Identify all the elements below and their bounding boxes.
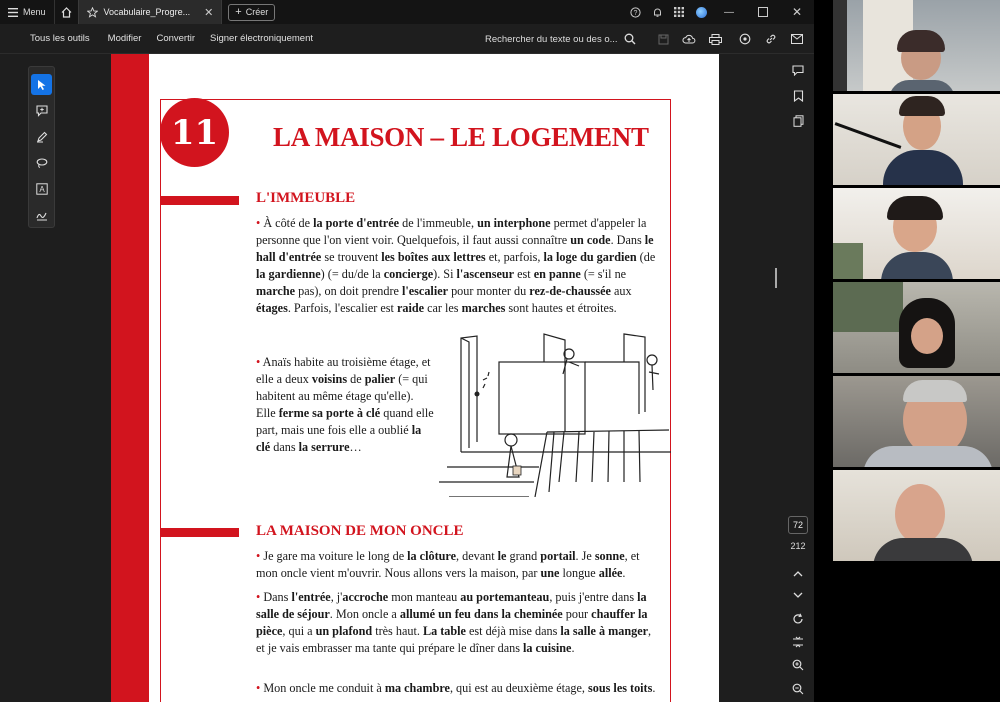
print-icon[interactable] bbox=[702, 24, 728, 54]
participant-video-6[interactable] bbox=[833, 470, 1000, 561]
chapter-title: LA MAISON – LE LOGEMENT bbox=[273, 122, 649, 152]
edit-menu[interactable]: Modifier bbox=[107, 33, 142, 44]
signature-icon bbox=[36, 209, 48, 221]
sign-tool-button[interactable] bbox=[31, 204, 52, 225]
paragraph-entree-maison: • Dans l'entrée, j'accroche mon manteau au portemanteau, puis j'entre dans la salle de séjour. Mon oncle a allumé un feu dans la cheminée pour chauffer la pièce, qui a un plafond très haut. La table est déjà mise dans la salle à manger, et je vais embrasser ma tante qui prépare le dîner dans la cuisine. bbox=[256, 590, 652, 655]
close-tab-icon[interactable]: ✕ bbox=[204, 6, 214, 19]
comment-icon bbox=[36, 105, 48, 117]
fit-page-icon[interactable] bbox=[787, 632, 809, 652]
plus-icon: + bbox=[235, 6, 242, 18]
paragraph-chambre: • Mon oncle me conduit à ma chambre, qui est au deuxième étage, sous les toits. bbox=[256, 681, 656, 695]
search-box[interactable] bbox=[485, 24, 636, 54]
total-pages-label: 212 bbox=[790, 541, 806, 551]
apps-grid-icon[interactable] bbox=[668, 0, 690, 24]
rotate-icon[interactable] bbox=[787, 609, 809, 629]
menu-label: Menu bbox=[23, 7, 46, 17]
help-icon[interactable] bbox=[624, 0, 646, 24]
pages-panel-icon[interactable] bbox=[787, 111, 809, 131]
all-tools-menu[interactable]: Tous les outils bbox=[30, 33, 90, 44]
svg-text:A: A bbox=[38, 184, 45, 194]
e-sign-menu[interactable]: Signer électroniquement bbox=[210, 33, 313, 44]
create-label: Créer bbox=[245, 7, 269, 17]
link-icon[interactable] bbox=[758, 24, 784, 54]
comments-panel-icon[interactable] bbox=[787, 60, 809, 80]
search-icon[interactable] bbox=[624, 33, 636, 45]
cloud-upload-icon[interactable] bbox=[676, 24, 702, 54]
toolbar-icons bbox=[650, 24, 810, 54]
participant-video-5[interactable] bbox=[833, 376, 1000, 467]
svg-text:?: ? bbox=[633, 9, 637, 17]
select-tool-button[interactable] bbox=[31, 74, 52, 95]
section-title-maison: LA MAISON DE MON ONCLE bbox=[256, 523, 464, 539]
create-button[interactable] bbox=[228, 4, 275, 21]
section-title-immeuble: L'IMMEUBLE bbox=[256, 190, 356, 206]
email-icon[interactable] bbox=[784, 24, 810, 54]
maximize-icon[interactable] bbox=[746, 0, 780, 24]
paragraph-entree: • À côté de la porte d'entrée de l'immeuble, un interphone permet d'appeler la personne que l'on vient voir. Quelquefois, il faut aussi connaître un code. Dans le hall d'entrée se trouvent les boîtes aux lettres et, parfois, la loge du gardien (de la gardienne) (= du/de la concierge). Si l'ascenseur est en panne (= s'il ne marche pas), on doit prendre l'escalier pour monter du rez-de-chaussée aux étages. Parfois, l'escalier est raide car les marches sont hautes et étroites. bbox=[256, 216, 656, 315]
home-button[interactable] bbox=[54, 0, 78, 24]
section-bar bbox=[160, 196, 239, 205]
convert-menu[interactable]: Convertir bbox=[156, 33, 196, 44]
save-icon[interactable] bbox=[650, 24, 676, 54]
window-controls bbox=[624, 0, 814, 24]
lasso-icon bbox=[36, 157, 48, 169]
home-icon bbox=[61, 7, 72, 18]
account-avatar-icon[interactable] bbox=[690, 0, 712, 24]
bell-icon[interactable] bbox=[646, 0, 668, 24]
participant-video-2[interactable] bbox=[833, 94, 1000, 185]
paragraph-cloture: • Je gare ma voiture le long de la clôture, devant le grand portail. Je sonne, et mon oncle vient m'ouvrir. Nous allons vers la maison, par une longue allée. bbox=[256, 549, 640, 580]
chapter-number-badge: 11 bbox=[160, 98, 229, 167]
video-call-gallery bbox=[833, 0, 1000, 702]
share-icon[interactable] bbox=[732, 24, 758, 54]
previous-page-icon[interactable] bbox=[787, 563, 809, 583]
left-tool-rail bbox=[28, 66, 55, 228]
participant-video-3[interactable] bbox=[833, 188, 1000, 279]
title-bar bbox=[0, 0, 814, 24]
text-box-icon bbox=[36, 183, 48, 195]
pen-icon bbox=[36, 131, 48, 143]
bookmarks-panel-icon[interactable] bbox=[787, 86, 809, 106]
star-icon[interactable] bbox=[87, 7, 98, 18]
zoom-in-icon[interactable] bbox=[787, 655, 809, 675]
search-input[interactable]: Rechercher du texte ou des o... bbox=[485, 33, 618, 45]
draw-tool-button[interactable] bbox=[31, 152, 52, 173]
current-page-input[interactable]: 72 bbox=[788, 516, 808, 534]
close-window-icon[interactable]: ✕ bbox=[791, 5, 803, 19]
hamburger-icon bbox=[8, 8, 18, 17]
zoom-out-icon[interactable] bbox=[787, 679, 809, 699]
paragraph-voisins: • Anaïs habite au troisième étage, et elle a deux voisins de palier (= qui habitent au même étage qu'elle). Elle ferme sa porte à clé quand elle part, mais une fois elle a oublié la clé dans la serrure… bbox=[256, 355, 434, 454]
section-bar-2 bbox=[160, 528, 239, 537]
menu-button[interactable] bbox=[0, 0, 54, 24]
participant-video-1[interactable] bbox=[833, 0, 1000, 91]
landing-illustration bbox=[439, 332, 671, 497]
main-toolbar bbox=[0, 24, 814, 54]
comment-tool-button[interactable] bbox=[31, 100, 52, 121]
text-tool-button[interactable] bbox=[31, 178, 52, 199]
highlight-tool-button[interactable] bbox=[31, 126, 52, 147]
pdf-page bbox=[111, 54, 719, 702]
document-tab[interactable] bbox=[78, 0, 223, 24]
page-side-strip bbox=[111, 54, 149, 702]
cursor-icon bbox=[37, 79, 47, 91]
next-page-icon[interactable] bbox=[787, 585, 809, 605]
tab-title: Vocabulaire_Progre... bbox=[103, 7, 191, 17]
minimize-icon[interactable]: ― bbox=[724, 6, 734, 18]
participant-video-4[interactable] bbox=[833, 282, 1000, 373]
page-scrollbar-thumb[interactable] bbox=[775, 268, 777, 288]
